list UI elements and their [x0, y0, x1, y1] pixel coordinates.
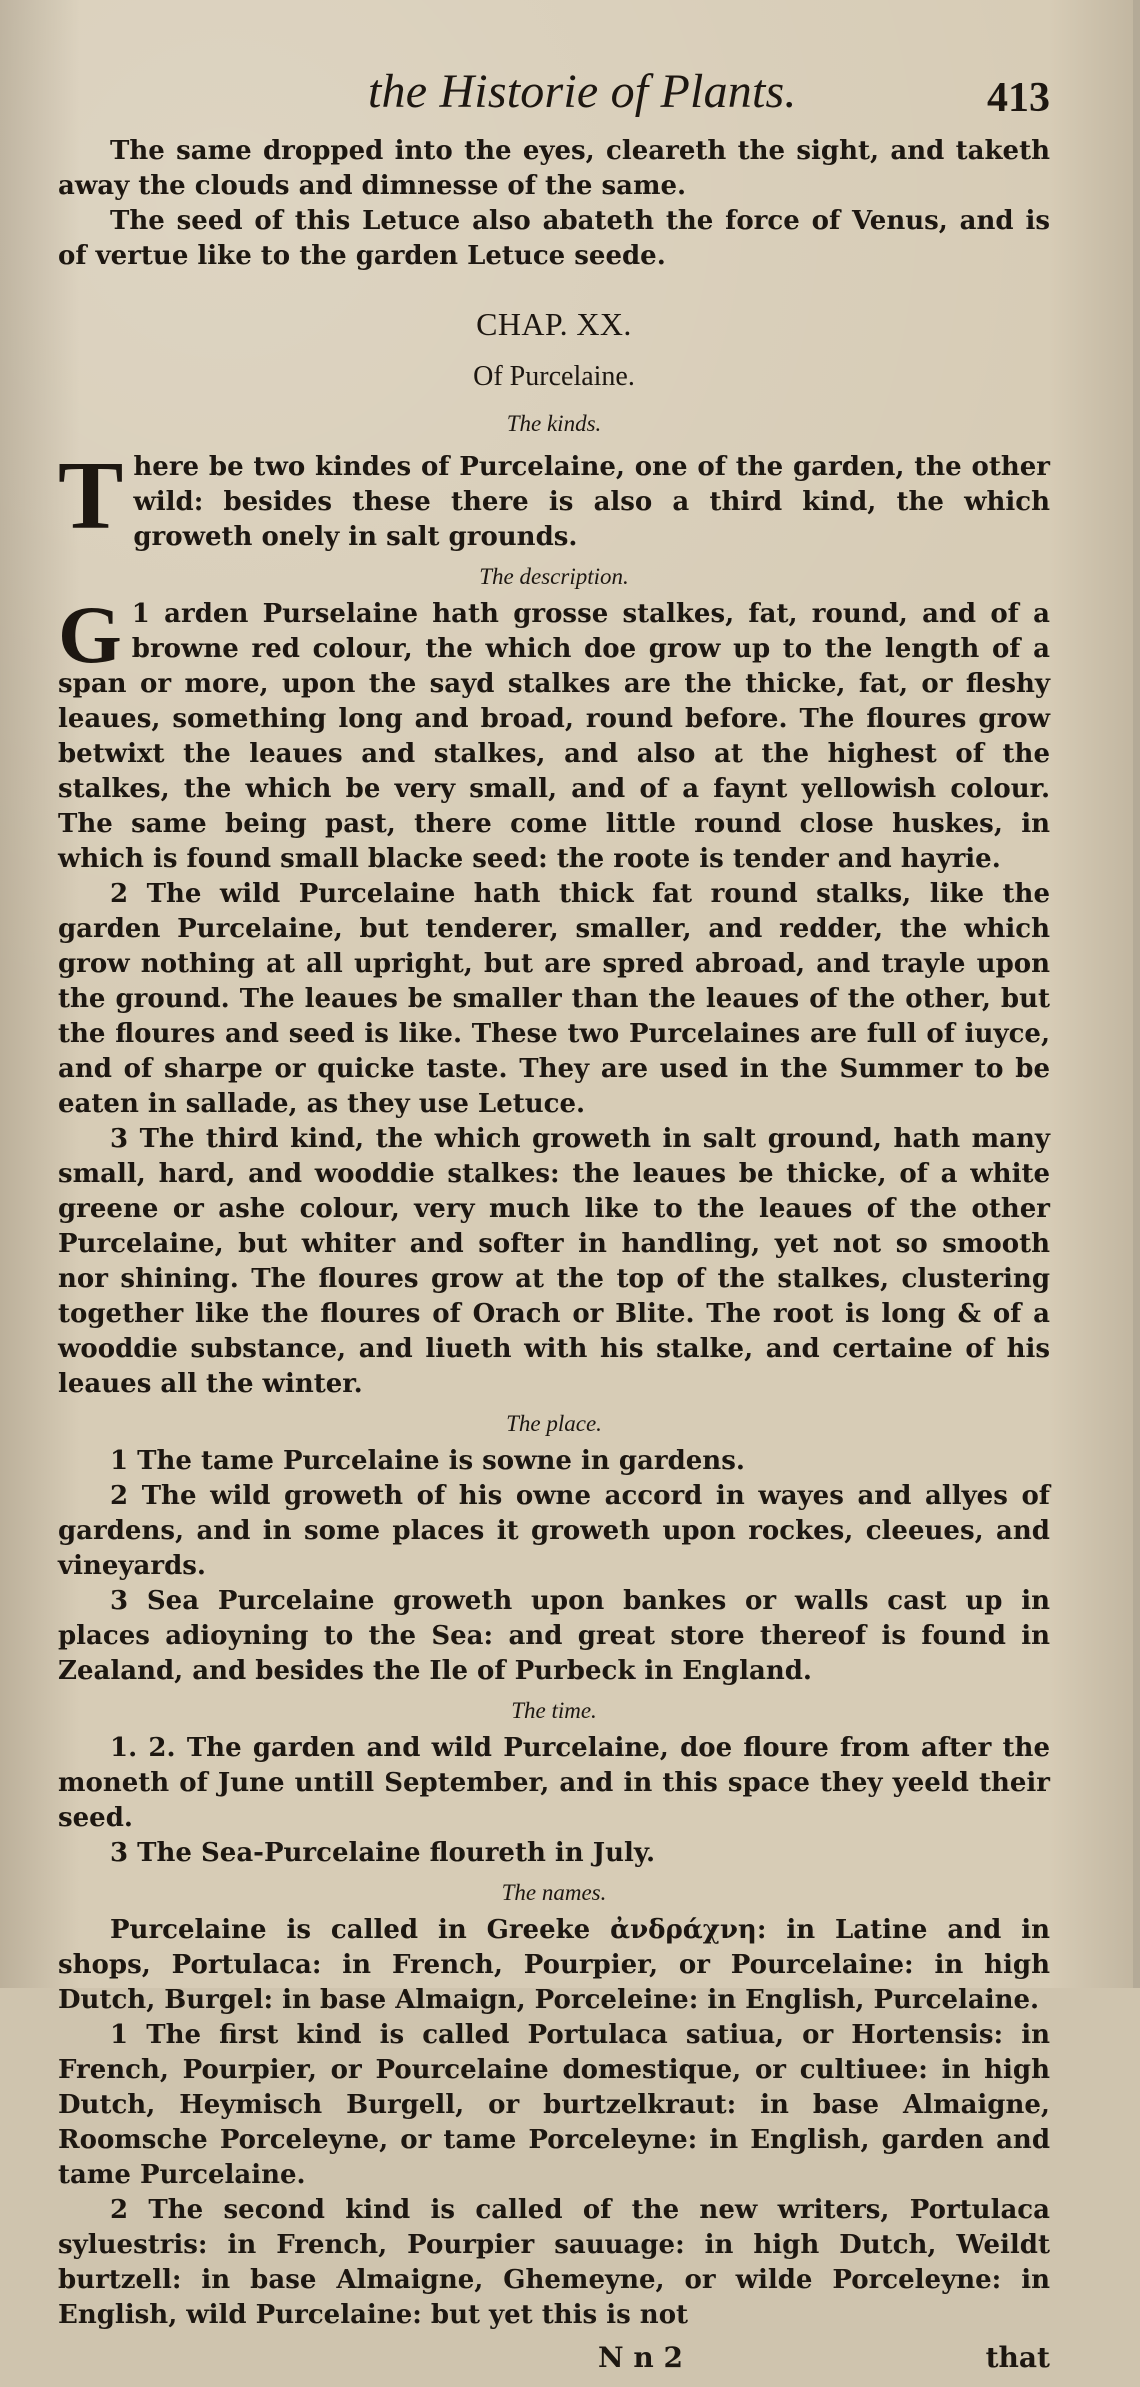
- description-item-2-number: 2: [110, 879, 129, 909]
- place-item-1-text: The tame Purcelaine is sowne in gardens.: [137, 1446, 745, 1476]
- time-item-1: [58, 1731, 1050, 1836]
- intro-paragraph-1: The same dropped into the eyes, cleareth the sight, and taketh away the clouds and dimnesse of the same.: [58, 136, 1050, 201]
- place-item-2-text: The wild groweth of his owne accord in wayes and allyes of gardens, and in some places it groweth upon rockes, cleeues, and vineyards.: [58, 1481, 1050, 1581]
- place-item-1: [58, 1444, 1050, 1479]
- page-number: 413: [987, 75, 1050, 121]
- names-item-2-number: 2: [110, 2195, 129, 2225]
- kinds-paragraph: [58, 442, 1050, 555]
- names-item-1-text: The first kind is called Portulaca satiua, or Hortensis: in French, Pourpier, or Pourcelaine domestique, or cultiuee: in high Dutch, Heymisch Burgell, or burtzelkraut: in base Almaigne, Roomsche Porceleyne, or tame Porceleyne: in English, garden and tame Purcelaine.: [58, 2020, 1050, 2190]
- description-item-3-text: The third kind, the which groweth in salt ground, hath many small, hard, and wooddie stalkes: the leaues be thicke, of a white greene or ashe colour, very much like to the leaues of the other Purcelaine, but whiter and softer in handling, yet not so smooth nor shining. The floures grow at the top of the stalkes, clustering together like the floures of Orach or Blite. The root is long & of a wooddie substance, and liueth with his stalke, and certaine of his leaues all the winter.: [58, 1124, 1050, 1399]
- section-heading-time: The time.: [511, 1698, 597, 1723]
- chapter-heading: CHAP. XX.: [476, 306, 632, 342]
- catchword: that: [985, 2341, 1050, 2374]
- signature-mark: N n 2: [598, 2341, 683, 2374]
- names-item-2-text: The second kind is called of the new writers, Portulaca syluestris: in French, Pourpier sauuage: in high Dutch, Weildt burtzell: in base Almaigne, Ghemeyne, or wilde Porceleyne: in English, wild Purcelaine: but yet this is not: [58, 2195, 1050, 2330]
- chapter-title: Of Purcelaine.: [473, 361, 635, 392]
- place-item-2: [58, 1479, 1050, 1584]
- description-item-3-number: 3: [110, 1124, 129, 1154]
- time-item-2-number: 3: [110, 1838, 129, 1868]
- time-item-1-number: 1. 2.: [110, 1733, 176, 1763]
- names-item-2: [58, 2193, 1050, 2333]
- place-item-3-text: Sea Purcelaine groweth upon bankes or walls cast up in places adioyning to the Sea: and great store thereof is found in Zealand, and besides the Ile of Purbeck in England.: [58, 1586, 1050, 1686]
- description-item-2: [58, 877, 1050, 1122]
- names-item-1-number: 1: [110, 2020, 129, 2050]
- page-title: the Historie of Plants.: [368, 65, 797, 118]
- section-heading-kinds: The kinds.: [506, 411, 602, 436]
- description-item-1-text: arden Purselaine hath grosse stalkes, fat, round, and of a browne red colour, the which doe grow up to the length of a span or more, upon the sayd stalkes are the thicke, fat, or fleshy leaues, something long and broad, round before. The floures grow betwixt the leaues and stalkes, and also at the highest of the stalkes, the which be very small, and of a faynt yellowish colour. The same being past, there come little round close huskes, in which is found small blacke seed: the roote is tender and hayrie.: [58, 599, 1050, 874]
- page-footer: [58, 2341, 1050, 2387]
- dropcap-g: G: [58, 589, 122, 680]
- dropcap-t: T: [58, 442, 124, 550]
- intro-paragraph-2: The seed of this Letuce also abateth the force of Venus, and is of vertue like to the garden Letuce seede.: [58, 206, 1050, 271]
- place-item-2-number: 2: [110, 1481, 129, 1511]
- time-item-1-text: The garden and wild Purcelaine, doe floure from after the moneth of June untill September, and in this space they yeeld their seed.: [58, 1733, 1051, 1833]
- place-item-1-number: 1: [110, 1446, 129, 1476]
- description-item-3: [58, 1122, 1050, 1402]
- place-item-3: [58, 1584, 1050, 1689]
- description-item-1: [58, 589, 1050, 877]
- running-head: [58, 64, 1050, 126]
- names-intro: Purcelaine is called in Greeke ἀνδράχνη: in Latine and in shops, Portulaca: in French, Pourpier, or Pourcelaine: in high Dutch, Burgel: in base Almaign, Porceleine: in English, Purcelaine.: [58, 1915, 1050, 2015]
- kinds-text: here be two kindes of Purcelaine, one of the garden, the other wild: besides these there is also a third kind, the which groweth onely in salt grounds.: [133, 452, 1050, 552]
- section-heading-names: The names.: [501, 1880, 607, 1905]
- time-item-2: [58, 1836, 1050, 1871]
- place-item-3-number: 3: [110, 1586, 129, 1616]
- section-heading-description: The description.: [479, 564, 629, 589]
- description-item-1-number: 1: [131, 599, 150, 629]
- time-item-2-text: The Sea-Purcelaine floureth in July.: [137, 1838, 656, 1868]
- description-item-2-text: The wild Purcelaine hath thick fat round stalks, like the garden Purcelaine, but tenderer, smaller, and redder, the which grow nothing at all upright, but are spred abroad, and trayle upon the ground. The leaues be smaller than the leaues of the other, but the floures and seed is like. These two Purcelaines are full of iuyce, and of sharpe or quicke taste. They are used in the Summer to be eaten in sallade, as they use Letuce.: [58, 879, 1050, 1119]
- section-heading-place: The place.: [506, 1411, 602, 1436]
- names-item-1: [58, 2018, 1050, 2193]
